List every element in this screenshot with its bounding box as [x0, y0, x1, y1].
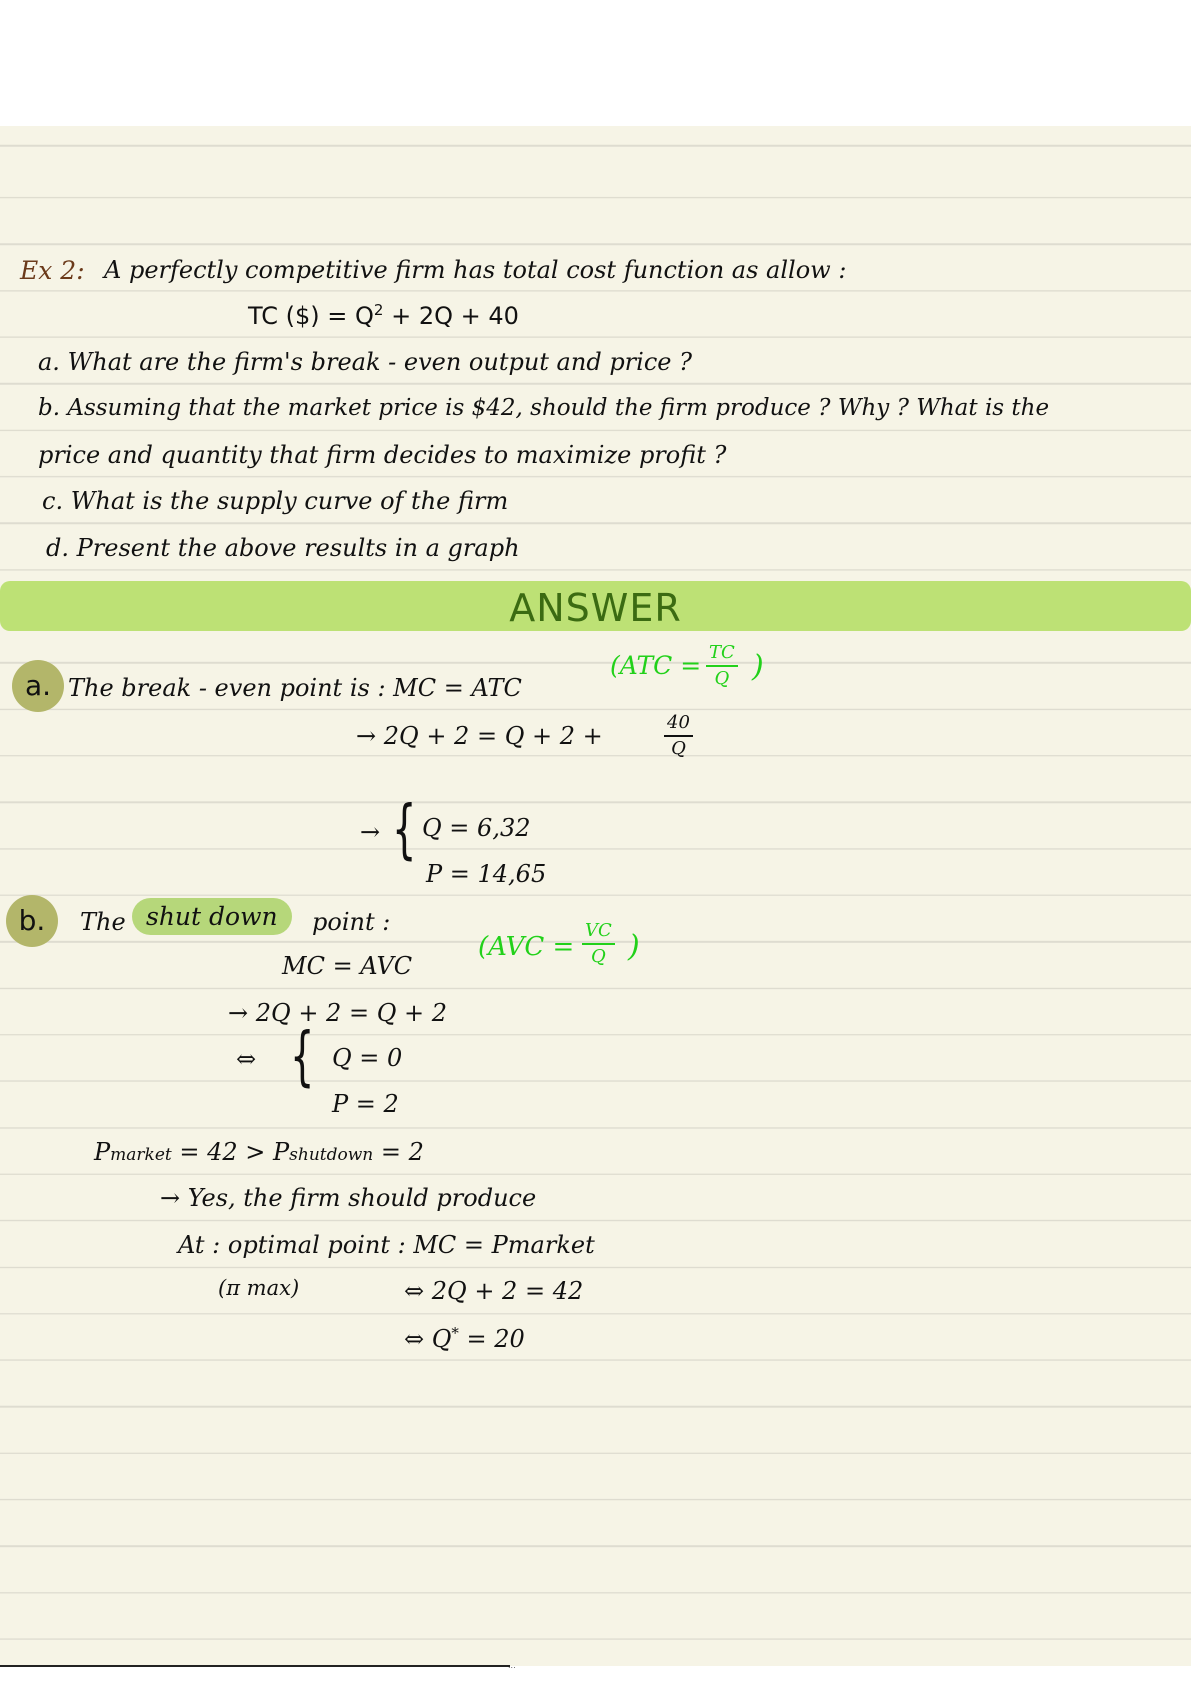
break-even-equation: → 2Q + 2 = Q + 2 +: [356, 722, 603, 750]
break-even-arrow: →: [360, 818, 381, 846]
shutdown-condition: MC = AVC: [282, 952, 413, 980]
question-part-b-line2: price and quantity that firm decides to maximize profit ?: [38, 441, 727, 469]
break-even-brace: {: [392, 793, 417, 867]
break-even-statement: The break - even point is : MC = ATC: [68, 674, 522, 702]
price-comparison: Pmarket = 42 > Pshutdown = 2: [94, 1138, 424, 1166]
exercise-label: Ex 2:: [20, 256, 85, 285]
shutdown-p: P = 2: [332, 1090, 399, 1118]
shutdown-q: Q = 0: [332, 1044, 403, 1072]
optimal-equation: ⇔ 2Q + 2 = 42: [404, 1277, 584, 1305]
atc-note-close: ): [752, 649, 764, 684]
avc-note-fraction: VC Q: [582, 922, 615, 966]
part-b-badge: b.: [6, 895, 58, 947]
part-a-badge: a.: [12, 660, 64, 712]
atc-note-fraction: TC Q: [706, 644, 738, 688]
optimal-point: At : optimal point : MC = Pmarket: [178, 1231, 595, 1259]
question-intro: A perfectly competitive firm has total cost function as allow :: [104, 256, 847, 284]
tc-function: TC ($) = $Q^2 + 2Q + 40$: [248, 301, 519, 330]
break-even-fraction: 40 Q: [664, 714, 693, 758]
shutdown-brace: {: [290, 1020, 315, 1094]
question-part-b-line1: b. Assuming that the market price is $42, should the firm produce ? Why ? What is the: [38, 395, 1050, 421]
shutdown-point-label: point :: [312, 908, 391, 936]
bottom-dots: ...: [508, 1661, 516, 1670]
atc-note-open: (ATC =: [610, 651, 702, 680]
shutdown-highlight: shut down: [132, 898, 292, 935]
avc-note-open: (AVC =: [478, 932, 575, 962]
produce-conclusion: → Yes, the firm should produce: [160, 1184, 537, 1212]
break-even-p: P = 14,65: [426, 860, 547, 888]
question-part-d: d. Present the above results in a graph: [46, 534, 520, 562]
break-even-q: Q = 6,32: [422, 814, 531, 842]
shutdown-the: The: [80, 908, 126, 936]
question-part-a: a. What are the firm's break - even output and price ?: [38, 348, 692, 376]
optimal-quantity: ⇔ Q* = 20: [404, 1324, 525, 1353]
shutdown-equiv: ⇔: [236, 1045, 257, 1073]
bottom-divider: [0, 1665, 510, 1667]
shutdown-equation: → 2Q + 2 = Q + 2: [228, 999, 447, 1027]
profit-max-label: (π max): [218, 1276, 300, 1300]
answer-heading: ANSWER: [509, 586, 682, 630]
avc-note-close: ): [628, 929, 640, 964]
question-part-c: c. What is the supply curve of the firm: [42, 487, 509, 515]
